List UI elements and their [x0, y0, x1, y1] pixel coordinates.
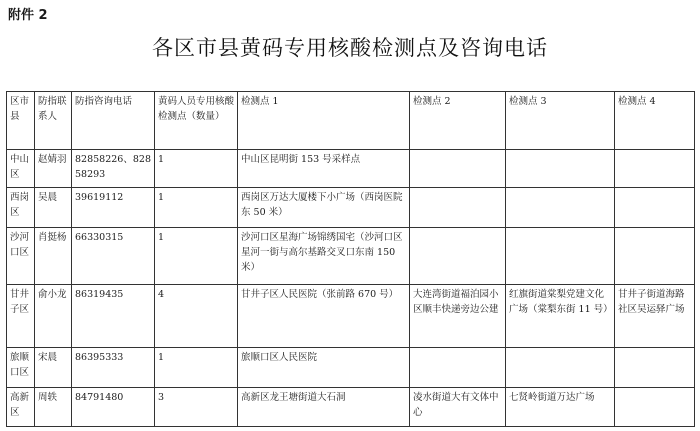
header-cell: 检测点 4: [615, 92, 695, 150]
table-cell: 旅顺口区: [7, 348, 35, 387]
table-row: [7, 228, 695, 285]
table-cell: 86395333: [72, 348, 155, 387]
table-row: [7, 187, 695, 227]
header-cell: 检测点 3: [506, 92, 615, 150]
table-cell: 中山区昆明街 153 号采样点: [238, 149, 410, 187]
table-cell: 82858226、82858293: [72, 149, 155, 187]
table-cell: 俞小龙: [35, 284, 72, 348]
table-cell: 1: [155, 187, 238, 227]
table-cell: 1: [155, 348, 238, 387]
table-cell: 赵婧羽: [35, 149, 72, 187]
header-cell: 防指咨询电话: [72, 92, 155, 150]
table-cell: [506, 228, 615, 285]
header-cell: 黄码人员专用核酸检测点（数量）: [155, 92, 238, 150]
table-cell: 3: [155, 387, 238, 426]
table-cell: 甘井子区: [7, 284, 35, 348]
table-cell: [615, 187, 695, 227]
table-cell: 肖挺杨: [35, 228, 72, 285]
table-cell: [410, 348, 506, 387]
testing-sites-table: [6, 91, 695, 427]
table-cell: 旅顺口区人民医院: [238, 348, 410, 387]
table-cell: [410, 149, 506, 187]
table-cell: 沙河口区星海广场锦绣国宅（沙河口区星河一街与高尔基路交叉口东南 150 米）: [238, 228, 410, 285]
table-cell: 1: [155, 228, 238, 285]
table-cell: [410, 187, 506, 227]
table-cell: [615, 228, 695, 285]
header-cell: 检测点 2: [410, 92, 506, 150]
table-row: [7, 387, 695, 426]
table-cell: [506, 187, 615, 227]
table-cell: 西岗区: [7, 187, 35, 227]
table-cell: 沙河口区: [7, 228, 35, 285]
table-cell: 吴晨: [35, 187, 72, 227]
table-header-row: [7, 92, 695, 150]
document-title: 各区市县黄码专用核酸检测点及咨询电话: [152, 36, 548, 60]
header-cell: 区市县: [7, 92, 35, 150]
table-cell: 甘井子街道海路社区吴运驿广场: [615, 284, 695, 348]
table-cell: [615, 387, 695, 426]
table-cell: [506, 149, 615, 187]
attachment-label: 附件 2: [8, 8, 48, 23]
table-cell: [410, 228, 506, 285]
table-cell: 西岗区万达大厦楼下小广场（西岗医院东 50 米）: [238, 187, 410, 227]
table-cell: 66330315: [72, 228, 155, 285]
table-row: [7, 149, 695, 187]
table-cell: 红旗街道棠梨党建文化广场（棠梨东街 11 号）: [506, 284, 615, 348]
table-cell: 七贤岭街道万达广场: [506, 387, 615, 426]
table-cell: 84791480: [72, 387, 155, 426]
table-row: [7, 284, 695, 348]
table-cell: 甘井子区人民医院（张前路 670 号）: [238, 284, 410, 348]
table-cell: 周轶: [35, 387, 72, 426]
table-cell: 39619112: [72, 187, 155, 227]
table-row: [7, 348, 695, 387]
table-cell: 宋晨: [35, 348, 72, 387]
table-cell: 中山区: [7, 149, 35, 187]
table-cell: [506, 348, 615, 387]
table-cell: [615, 348, 695, 387]
table-cell: 1: [155, 149, 238, 187]
table-cell: 凌水街道大有文体中心: [410, 387, 506, 426]
header-cell: 防指联系人: [35, 92, 72, 150]
table-cell: 4: [155, 284, 238, 348]
table-cell: 86319435: [72, 284, 155, 348]
table-cell: 高新区: [7, 387, 35, 426]
table-cell: 高新区龙王塘街道大石洞: [238, 387, 410, 426]
header-cell: 检测点 1: [238, 92, 410, 150]
table-cell: 大连湾街道福泊园小区顺丰快递旁边公建: [410, 284, 506, 348]
table-cell: [615, 149, 695, 187]
